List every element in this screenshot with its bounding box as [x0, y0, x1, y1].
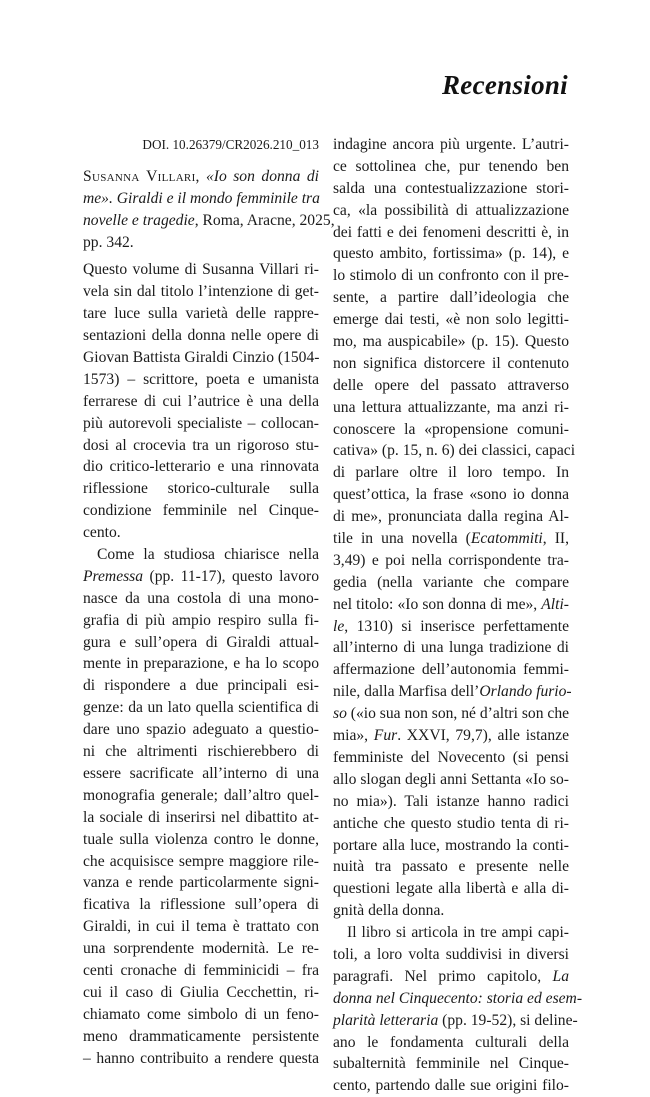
text-span: condizione femminile nel Cinque-	[83, 502, 319, 520]
text-span: Orlando furio-	[479, 683, 572, 701]
body-line	[333, 747, 569, 769]
text-span: ce sottolinea che, pur tenendo ben	[333, 157, 569, 175]
left-body-text	[83, 259, 319, 1069]
text-span: 1573) – scrittore, poeta e umanista	[83, 370, 319, 388]
body-line	[83, 1048, 319, 1070]
body-line	[333, 375, 569, 397]
body-line	[83, 632, 319, 654]
text-span: Il libro si articola in tre ampi capi-	[347, 924, 569, 942]
text-span: monografia generale; dall’altro quel-	[83, 786, 319, 804]
body-line	[333, 944, 569, 966]
text-span: tuale sulla violenza contro le donne,	[83, 830, 319, 848]
right-column	[333, 134, 583, 1097]
text-span: dio critico-letterario e una rinnovata	[83, 458, 319, 476]
doi-line: DOI. 10.26379/CR2026.210_013	[142, 137, 319, 152]
text-span: nasce da una costola di una mono-	[83, 589, 319, 607]
text-span: più autorevoli specialiste – collocan-	[83, 414, 319, 432]
body-line	[83, 325, 319, 347]
body-line	[333, 397, 569, 419]
text-span: mia»,	[333, 727, 374, 745]
text-span: portare alla luce, mostrando la conti-	[333, 836, 569, 854]
body-line	[333, 506, 569, 528]
text-span: salda una contestualizzazione stori-	[333, 179, 569, 197]
text-span: subalternità femminile nel Cinque-	[333, 1055, 569, 1073]
text-span: questo ambito, fortissima» (p. 14), e	[333, 245, 569, 263]
body-line	[83, 982, 319, 1004]
text-span: (pp. 11-17), questo lavoro	[143, 567, 319, 585]
text-span: genze: da un lato quella scientifica di	[83, 699, 319, 717]
body-line	[333, 287, 569, 309]
body-line	[333, 243, 569, 265]
text-span: Fur	[373, 727, 398, 745]
text-span: di rispondere a due principali esi-	[83, 677, 319, 695]
text-span: antiche che questo studio tenta di ri-	[333, 814, 569, 832]
body-line	[333, 878, 569, 900]
body-line	[333, 462, 569, 484]
text-span: Susanna Villari	[83, 167, 196, 185]
body-line	[83, 894, 319, 916]
text-span: ni che altrimenti rischierebbero di	[83, 743, 319, 761]
text-span: Giovan Battista Giraldi Cinzio (1504-	[83, 349, 320, 367]
body-line	[83, 566, 319, 588]
text-span: ca, «la possibilità di attualizzazione	[333, 201, 569, 219]
text-span: di me», pronunciata dalla regina Al-	[333, 508, 569, 526]
body-line	[333, 791, 569, 813]
body-line	[333, 1075, 569, 1097]
right-body-text	[333, 134, 583, 1097]
text-span: pp. 342.	[83, 233, 134, 251]
text-span: femministe del Novecento (si pensi	[333, 748, 569, 766]
body-line	[83, 741, 319, 763]
body-line	[333, 134, 569, 156]
body-line	[333, 309, 569, 331]
body-line	[333, 988, 583, 1010]
body-line	[83, 303, 319, 325]
text-span: cui il caso di Giulia Cecchettin, ri-	[83, 983, 319, 1001]
text-span: tile in una novella (	[333, 530, 471, 548]
text-span: me». Giraldi e il mondo femminile tra	[83, 189, 320, 207]
text-span: mo, ma auspicabile» (p. 15). Questo	[333, 333, 569, 351]
body-line	[83, 610, 319, 632]
body-line	[333, 156, 569, 178]
text-span: Giraldi, in cui il tema è trattato con	[83, 918, 319, 936]
body-line	[333, 659, 569, 681]
body-line	[333, 419, 569, 441]
citation-block	[83, 166, 335, 254]
body-line	[83, 391, 319, 413]
text-span: Come la studiosa chiarisce nella	[97, 546, 319, 564]
body-line	[83, 522, 319, 544]
text-span: lo stimolo di un confronto con il pre-	[333, 267, 569, 285]
text-span: quest’ottica, la frase «sono io donna	[333, 486, 569, 504]
body-line	[83, 851, 319, 873]
body-line	[333, 528, 569, 550]
citation-line	[83, 166, 319, 188]
body-line	[83, 259, 319, 281]
text-span: nuità tra passato e presente nelle	[333, 858, 569, 876]
text-span: Premessa	[83, 567, 144, 585]
text-span: dosi al crocevia tra un rigoroso stu-	[83, 436, 319, 454]
text-span: dare uno spazio adeguato a questio-	[83, 721, 319, 739]
body-line	[333, 856, 569, 878]
text-span: essere sacrificate all’interno di una	[83, 764, 319, 782]
text-span: meno drammaticamente persistente	[83, 1027, 319, 1045]
body-line	[83, 675, 319, 697]
body-line	[83, 413, 319, 435]
text-span: mente in preparazione, e ha lo scopo	[83, 655, 319, 673]
body-line	[333, 484, 569, 506]
body-line	[333, 681, 572, 703]
body-line	[333, 594, 569, 616]
body-line	[83, 544, 319, 566]
body-line	[83, 588, 319, 610]
text-span: gedia (nella variante che compare	[333, 573, 569, 591]
section-title: Recensioni	[441, 70, 568, 100]
text-span: 3,49) e poi nella corrispondente tra-	[333, 551, 569, 569]
body-line	[333, 178, 569, 200]
body-line	[333, 353, 569, 375]
citation-line	[83, 188, 319, 210]
body-line	[83, 872, 319, 894]
text-span: nel titolo: «Io son donna di me»,	[333, 595, 542, 613]
text-span: di parlare oltre il loro tempo. In	[333, 464, 569, 482]
text-span: plarità letteraria	[333, 1011, 439, 1029]
body-line	[333, 222, 569, 244]
body-line	[333, 616, 569, 638]
text-span: Questo volume di Susanna Villari ri-	[83, 261, 319, 279]
text-span: allo slogan degli anni Settanta «Io so-	[333, 770, 569, 788]
body-line	[333, 1010, 578, 1032]
text-span: tare luce sulla varietà delle rappre-	[83, 305, 319, 323]
body-line	[83, 938, 319, 960]
text-span: le	[333, 617, 345, 635]
text-span: conoscere la «propensione comuni-	[333, 420, 569, 438]
text-span: , II,	[542, 530, 569, 548]
body-line	[333, 637, 569, 659]
text-span: no mia»). Tali istanze hanno radici	[333, 792, 569, 810]
body-line	[333, 200, 569, 222]
text-span: centi cronache di femminicidi – fra	[83, 961, 319, 979]
text-span: ano le fondamenta culturali della	[333, 1033, 569, 1051]
text-span: cativa» (p. 15, n. 6) dei classici, capaci	[333, 442, 576, 460]
body-line	[83, 653, 319, 675]
text-span: ferrarese di cui l’autrice è una della	[83, 392, 319, 410]
text-span: paragrafi. Nel primo capitolo,	[333, 967, 553, 985]
body-line	[333, 725, 569, 747]
text-span: (pp. 19-52), si deline-	[438, 1011, 578, 1029]
body-line	[83, 435, 319, 457]
text-span: – hanno contribuito a rendere questa	[83, 1049, 319, 1067]
body-line	[333, 835, 569, 857]
text-span: Ecatommiti	[470, 530, 543, 548]
text-span: vanza e rende particolarmente signi-	[83, 874, 319, 892]
text-span: che acquisisce sempre maggiore rile-	[83, 852, 319, 870]
body-line	[333, 922, 569, 944]
text-span: questioni legate alla libertà e alla di-	[333, 880, 569, 898]
text-span: chiamato come simbolo di un feno-	[83, 1005, 319, 1023]
body-line	[333, 572, 569, 594]
body-line	[333, 1053, 569, 1075]
body-line	[333, 966, 569, 988]
body-line	[83, 281, 319, 303]
text-span: gura e sull’opera di Giraldi attual-	[83, 633, 319, 651]
text-span: , 1310) si inserisce perfettamente	[344, 617, 569, 635]
citation-line	[83, 210, 335, 232]
text-span: ,	[195, 167, 206, 185]
text-span: non significa distorcere il contenuto	[333, 354, 569, 372]
text-span: una sorprendente modernità. Le re-	[83, 940, 319, 958]
text-span: riflessione storico-culturale sulla	[83, 480, 319, 498]
body-line	[83, 1004, 319, 1026]
body-line	[333, 900, 569, 922]
text-span: cento, partendo dalle sue origini filo-	[333, 1077, 569, 1095]
text-span: nile, dalla Marfisa dell’	[333, 683, 480, 701]
text-span: vela sin dal titolo l’intenzione di get-	[83, 283, 319, 301]
text-span: sentazioni della donna nelle opere di	[83, 327, 319, 345]
body-line	[333, 331, 569, 353]
text-span: affermazione dell’autonomia femmi-	[333, 661, 569, 679]
text-span: La	[552, 967, 569, 985]
text-span: delle opere del passato attraverso	[333, 376, 569, 394]
citation-line	[83, 232, 319, 254]
body-line	[83, 960, 319, 982]
text-span: all’interno di una lunga tradizione di	[333, 639, 569, 657]
body-line	[83, 829, 319, 851]
text-span: sente, a partire dall’ideologia che	[333, 289, 569, 307]
body-line	[333, 265, 569, 287]
body-line	[83, 807, 319, 829]
text-span: la sociale di inserirsi nel dibattito at-	[83, 808, 319, 826]
text-span: emerge dai testi, «è non solo legitti-	[333, 311, 569, 329]
body-line	[333, 440, 576, 462]
text-span: gnità della donna.	[333, 902, 445, 920]
text-span: indagine ancora più urgente. L’autri-	[333, 136, 569, 153]
text-span: dei fatti e dei fenomeni descritti è, in	[333, 223, 569, 241]
text-span: , Roma, Aracne, 2025,	[194, 211, 335, 229]
body-line	[83, 697, 319, 719]
body-line	[333, 769, 569, 791]
text-span: grafia di più ampio respiro sulla fi-	[83, 611, 319, 629]
body-line	[333, 1032, 569, 1054]
text-span: ficativa la riflessione sull’opera di	[83, 896, 319, 914]
body-line	[83, 500, 319, 522]
text-span: una lettura attualizzante, ma anzi ri-	[333, 398, 569, 416]
body-line	[333, 703, 569, 725]
body-line	[83, 478, 319, 500]
body-line	[83, 1026, 319, 1048]
body-line	[83, 347, 319, 369]
body-line	[83, 763, 319, 785]
body-line	[83, 719, 319, 741]
text-span: . XXVI, 79,7), alle istanze	[397, 727, 569, 745]
text-span: donna nel Cinquecento: storia ed esem-	[333, 989, 583, 1007]
body-line	[333, 813, 569, 835]
body-line	[83, 785, 319, 807]
text-span: Alti-	[541, 595, 569, 613]
text-span: cento.	[83, 524, 121, 542]
body-line	[83, 369, 319, 391]
text-span: «Io son donna di	[205, 167, 320, 185]
text-span: novelle e tragedie	[83, 211, 195, 229]
text-span: so	[333, 705, 347, 723]
body-line	[83, 916, 319, 938]
text-span: («io sua non son, né d’altri son che	[346, 705, 570, 723]
left-column	[83, 134, 335, 1069]
body-line	[83, 456, 319, 478]
text-span: toli, a loro volta suddivisi in diversi	[333, 945, 569, 963]
body-line	[333, 550, 569, 572]
